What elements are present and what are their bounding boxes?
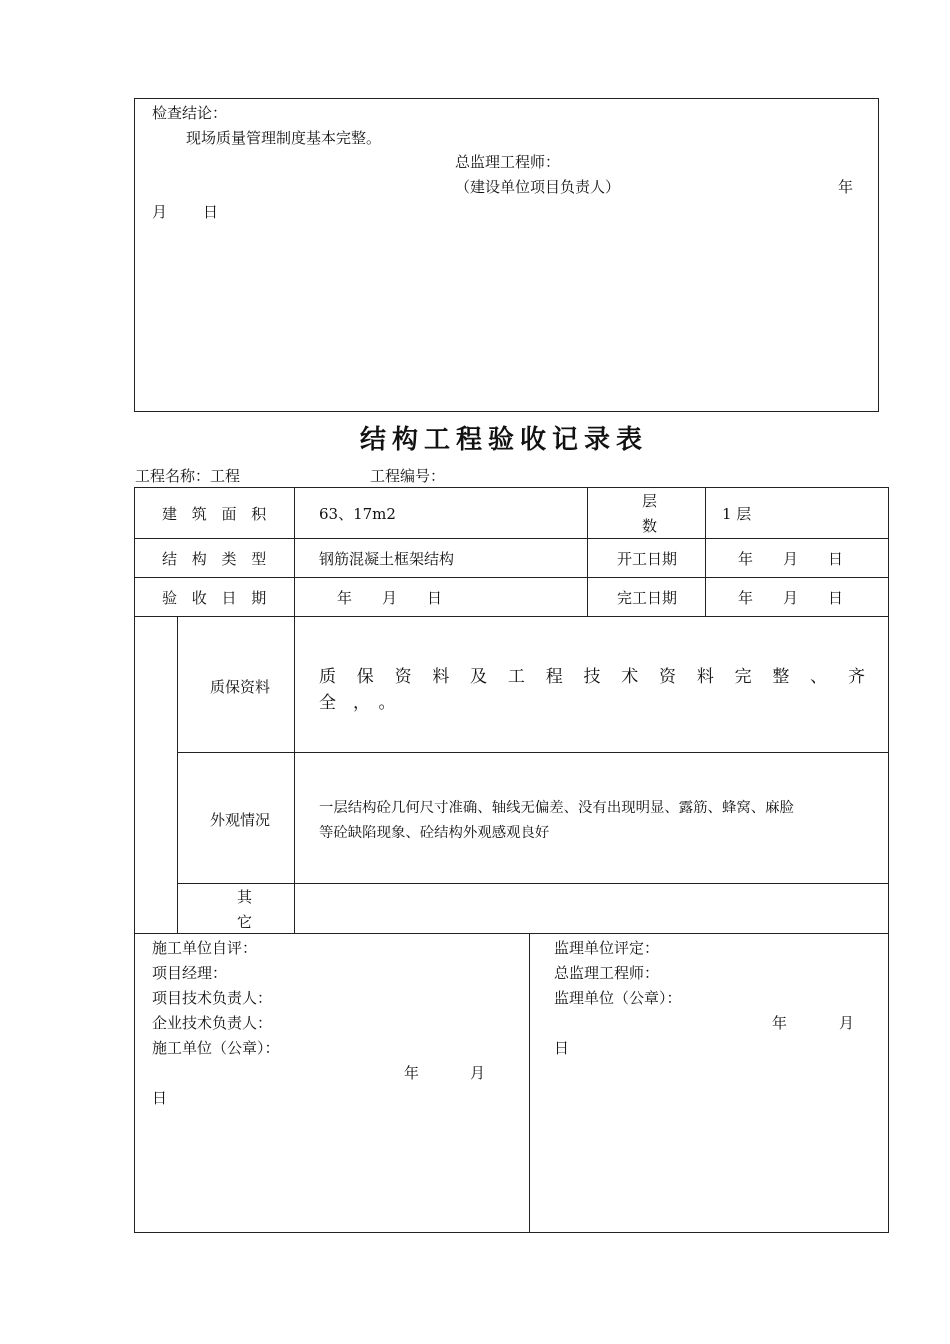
conclusion-text: 现场质量管理制度基本完整。 — [186, 129, 382, 147]
top-day: 日 — [203, 203, 219, 221]
start-date-value: 年 月 日 — [738, 550, 844, 568]
contractor-tech-lead: 项目技术负责人： — [152, 989, 273, 1007]
conclusion-label: 检查结论： — [152, 104, 228, 122]
contractor-day: 日 — [152, 1089, 168, 1107]
contractor-pm: 项目经理： — [152, 964, 228, 982]
top-month: 月 — [152, 203, 168, 221]
structure-type-value: 钢筋混凝土框架结构 — [319, 550, 455, 568]
contractor-year: 年 — [404, 1064, 420, 1082]
finish-date-value: 年 月 日 — [738, 589, 844, 607]
top-year: 年 — [838, 178, 854, 196]
start-date-label: 开工日期 — [617, 550, 678, 568]
company-tech-lead: 企业技术负责人： — [152, 1014, 273, 1032]
appearance-line1: 一层结构砼几何尺寸准确、轴线无偏差、没有出现明显、露筋、蜂窝、麻脸 — [319, 800, 794, 816]
area-value: 63、17m2 — [319, 505, 396, 523]
quality-docs-line1: 质 保 资 料 及 工 程 技 术 资 料 完 整 、 齐 — [319, 667, 865, 687]
floors-label-1: 层 — [642, 492, 658, 510]
area-label: 建 筑 面 积 — [162, 505, 267, 523]
structure-type-label: 结 构 类 型 — [162, 550, 267, 568]
project-name-label: 工程名称：工程 — [135, 467, 241, 485]
contractor-self-eval: 施工单位自评： — [152, 939, 258, 957]
owner-rep-label: （建设单位项目负责人） — [455, 178, 621, 196]
floors-value: 1 层 — [722, 505, 752, 523]
supervisor-chief: 总监理工程师： — [554, 964, 660, 982]
supervisor-month: 月 — [839, 1014, 855, 1032]
project-no-label: 工程编号： — [370, 467, 446, 485]
supervisor-day: 日 — [554, 1039, 570, 1057]
quality-docs-line2: 全 ， 。 — [319, 693, 396, 713]
appearance-label: 外观情况 — [210, 811, 271, 829]
inspect-date-label: 验 收 日 期 — [162, 589, 267, 607]
signature-section — [134, 933, 889, 1233]
appearance-line2: 等砼缺陷现象、砼结构外观感观良好 — [319, 825, 550, 841]
supervisor-assessment: 监理单位评定： — [554, 939, 660, 957]
supervisor-year: 年 — [772, 1014, 788, 1032]
form-title: 结构工程验收记录表 — [360, 425, 649, 455]
contractor-month: 月 — [470, 1064, 486, 1082]
other-label-2: 它 — [237, 913, 253, 931]
finish-date-label: 完工日期 — [617, 589, 678, 607]
quality-docs-label: 质保资料 — [210, 678, 271, 696]
other-label-1: 其 — [237, 888, 253, 906]
supervisor-seal: 监理单位（公章）： — [554, 989, 682, 1007]
inspect-date-value: 年 月 日 — [337, 589, 443, 607]
chief-supervisor-label: 总监理工程师： — [455, 153, 561, 171]
floors-label-2: 数 — [642, 517, 658, 535]
contractor-seal: 施工单位（公章）： — [152, 1039, 280, 1057]
